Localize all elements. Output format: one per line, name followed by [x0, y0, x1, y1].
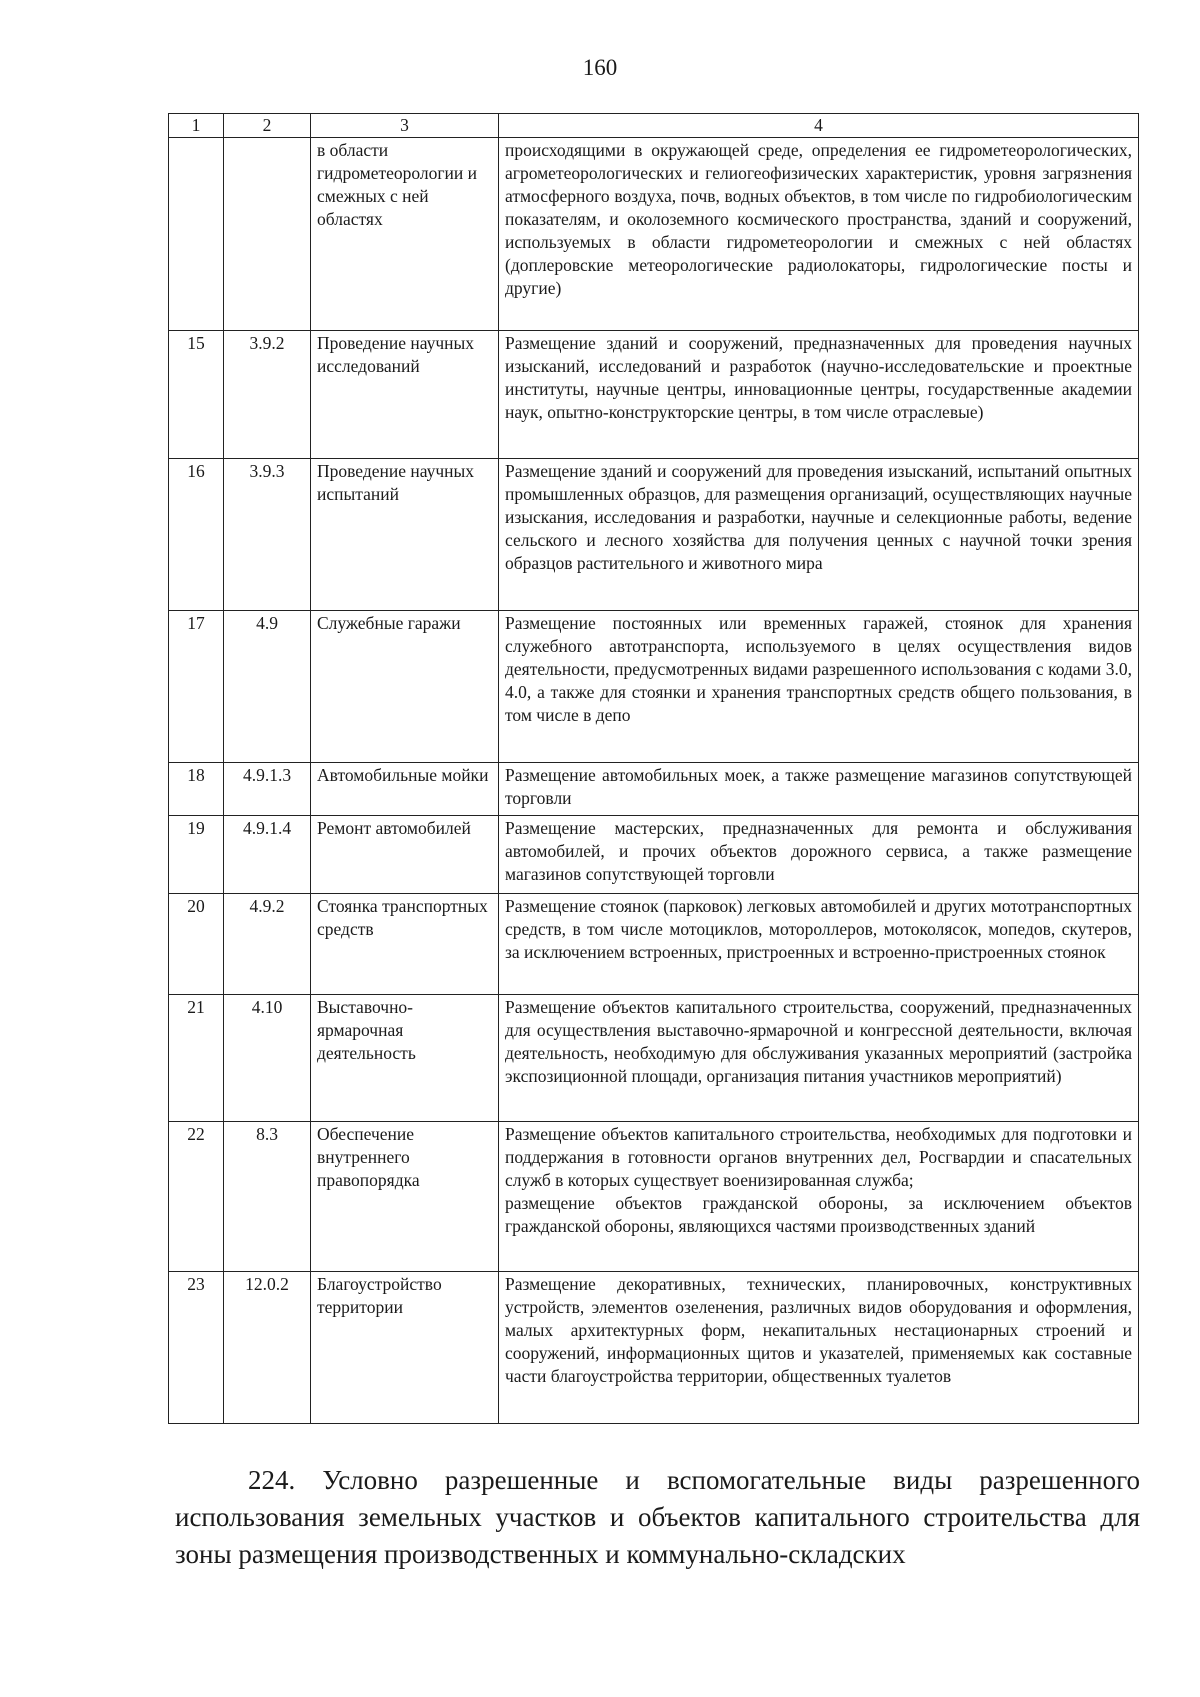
section-paragraph-224: 224. Условно разрешенные и вспомогательные виды разрешенного использования земельных участков и объектов капитального строительства для зоны размещения производственных и коммунально-складских [175, 1465, 1140, 1569]
row-number: 15 [169, 331, 224, 459]
row-number [169, 138, 224, 331]
table-row [169, 138, 1139, 331]
row-name: Выставочно-ярмарочная деятельность [311, 995, 499, 1122]
table-row [169, 331, 1139, 459]
row-name: Обеспечение внутреннего правопорядка [311, 1122, 499, 1272]
row-number: 19 [169, 816, 224, 894]
land-use-table [168, 113, 1139, 1424]
row-code: 8.3 [224, 1122, 311, 1272]
row-code: 4.9.1.4 [224, 816, 311, 894]
row-name: Автомобильные мойки [311, 763, 499, 816]
row-name: Служебные гаражи [311, 611, 499, 763]
row-code: 4.9.2 [224, 894, 311, 995]
row-description: Размещение декоративных, технических, планировочных, конструктивных устройств, элементов озеленения, различных видов оборудования и оформления, малых архитектурных форм, некапитальных нестационарных строений и сооружений, информационных щитов и указателей, применяемых как составные части благоустройства территории, общественных туалетов [499, 1272, 1139, 1424]
row-name: Стоянка транспортных средств [311, 894, 499, 995]
row-code: 4.10 [224, 995, 311, 1122]
row-description: Размещение постоянных или временных гаражей, стоянок для хранения служебного автотранспорта, используемого в целях осуществления видов деятельности, предусмотренных видами разрешенного использования с кодами 3.0, 4.0, а также для стоянки и хранения транспортных средств общего пользования, в том числе в депо [499, 611, 1139, 763]
row-name: Проведение научных исследований [311, 331, 499, 459]
header-col-3: 3 [311, 114, 499, 138]
row-code: 12.0.2 [224, 1272, 311, 1424]
row-description [499, 1122, 1139, 1272]
table-row [169, 611, 1139, 763]
row-description-part-2: размещение объектов гражданской обороны, за исключением объектов гражданской обороны, являющихся частями производственных зданий [505, 1193, 1132, 1236]
row-description: Размещение зданий и сооружений для проведения изысканий, испытаний опытных промышленных образцов, для размещения организаций, осуществляющих научные изыскания, исследования и разработки, научные и селекционные работы, ведение сельского и лесного хозяйства для получения ценных с научной точки зрения образцов растительного и животного мира [499, 459, 1139, 611]
row-number: 21 [169, 995, 224, 1122]
table-row [169, 816, 1139, 894]
table-header-row [169, 114, 1139, 138]
row-number: 22 [169, 1122, 224, 1272]
table-row [169, 1122, 1139, 1272]
table-row [169, 995, 1139, 1122]
row-code: 4.9.1.3 [224, 763, 311, 816]
row-description-part-1: Размещение объектов капитального строительства, необходимых для подготовки и поддержания в готовности органов внутренних дел, Росгвардии и спасательных служб в которых существует военизированная служба; [505, 1124, 1132, 1190]
header-col-4: 4 [499, 114, 1139, 138]
row-description: Размещение стоянок (парковок) легковых автомобилей и других мототранспортных средств, в том числе мотоциклов, мотороллеров, мотоколясок, мопедов, скутеров, за исключением встроенных, пристроенных и встроенно-пристроенных стоянок [499, 894, 1139, 995]
row-number: 23 [169, 1272, 224, 1424]
row-number: 18 [169, 763, 224, 816]
row-code: 3.9.3 [224, 459, 311, 611]
row-name: Благоустройство территории [311, 1272, 499, 1424]
page-number: 160 [582, 55, 618, 80]
table-row [169, 459, 1139, 611]
row-code: 4.9 [224, 611, 311, 763]
header-col-1: 1 [169, 114, 224, 138]
row-description: Размещение объектов капитального строительства, сооружений, предназначенных для осуществления выставочно-ярмарочной и конгрессной деятельности, включая деятельность, необходимую для обслуживания указанных мероприятий (застройка экспозиционной площади, организация питания участников мероприятий) [499, 995, 1139, 1122]
table-row [169, 1272, 1139, 1424]
row-name: Ремонт автомобилей [311, 816, 499, 894]
row-number: 20 [169, 894, 224, 995]
row-description: Размещение автомобильных моек, а также размещение магазинов сопутствующей торговли [499, 763, 1139, 816]
row-code: 3.9.2 [224, 331, 311, 459]
row-number: 17 [169, 611, 224, 763]
table-row [169, 894, 1139, 995]
row-description: происходящими в окружающей среде, определения ее гидрометеорологических, агрометеорологических и гелиогеофизических характеристик, уровня загрязнения атмосферного воздуха, почв, водных объектов, в том числе по гидробиологическим показателям, и околоземного космического пространства, зданий и сооружений, используемых в области гидрометеорологии и смежных с ней областях (доплеровские метеорологические радиолокаторы, гидрологические посты и другие) [499, 138, 1139, 331]
row-name: в области гидрометеорологии и смежных с ней областях [311, 138, 499, 331]
row-code [224, 138, 311, 331]
row-description: Размещение зданий и сооружений, предназначенных для проведения научных изысканий, исследований и разработок (научно-исследовательские и проектные институты, научные центры, инновационные центры, государственные академии наук, опытно-конструкторские центры, в том числе отраслевые) [499, 331, 1139, 459]
row-name: Проведение научных испытаний [311, 459, 499, 611]
table-row [169, 763, 1139, 816]
row-description: Размещение мастерских, предназначенных для ремонта и обслуживания автомобилей, и прочих объектов дорожного сервиса, а также размещение магазинов сопутствующей торговли [499, 816, 1139, 894]
row-number: 16 [169, 459, 224, 611]
header-col-2: 2 [224, 114, 311, 138]
